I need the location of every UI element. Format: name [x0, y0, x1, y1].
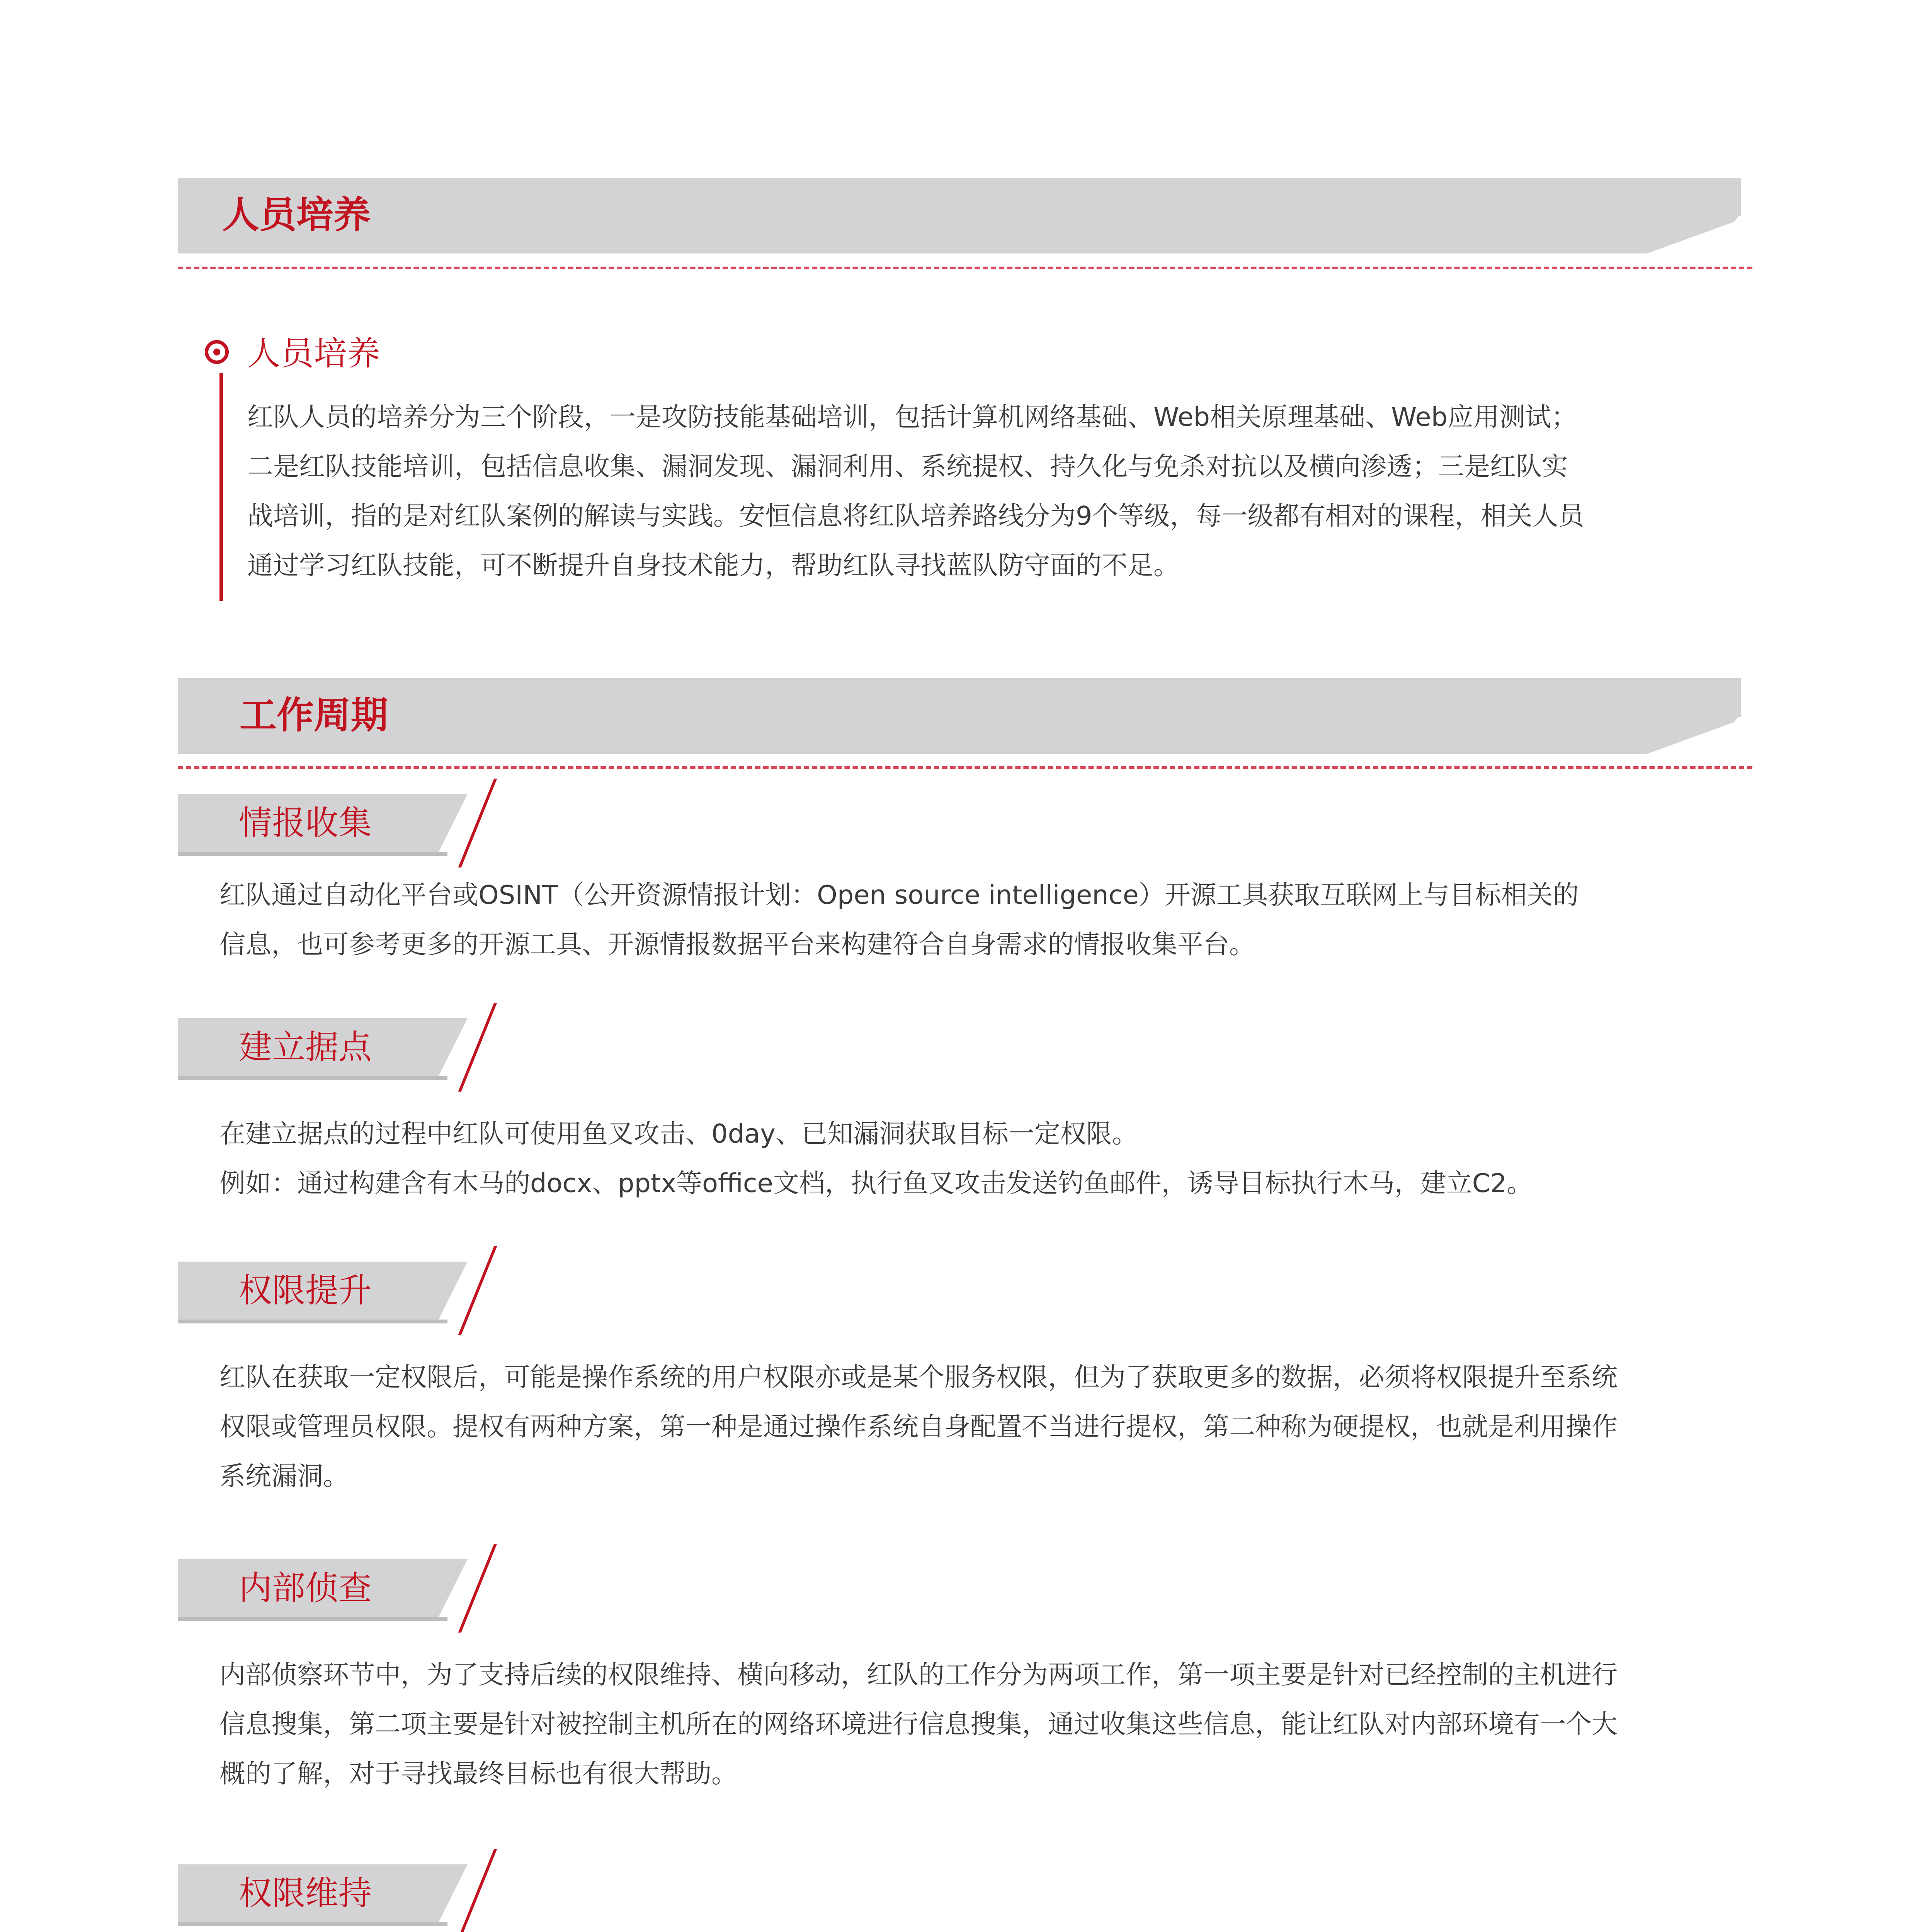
phase-label: 权限提升 [239, 1271, 372, 1310]
text-line: 战培训，指的是对红队案例的解读与实践。安恒信息将红队培养路线分为9个等级，每一级都有相对的课程，相关人员 [247, 501, 1584, 531]
text-line: 内部侦察环节中，为了支持后续的权限维持、横向移动，红队的工作分为两项工作，第一项主要是针对已经控制的主机进行 [219, 1660, 1618, 1690]
text-line: 权限或管理员权限。提权有两种方案，第一种是通过操作系统自身配置不当进行提权，第二种称为硬提权，也就是利用操作 [219, 1412, 1618, 1442]
text-line: 红队人员的培养分为三个阶段，一是攻防技能基础培训，包括计算机网络基础、Web相关原理基础、Web应用测试； [247, 402, 1577, 432]
tag-underline [178, 852, 447, 856]
text-line: 通过学习红队技能，可不断提升自身技术能力，帮助红队寻找蓝队防守面的不足。 [247, 550, 1179, 580]
text-line: 二是红队技能培训，包括信息收集、漏洞发现、漏洞利用、系统提权、持久化与免杀对抗以及横向渗透；三是红队实 [247, 451, 1568, 481]
tag-underline [178, 1922, 447, 1926]
phase-tag [178, 1262, 468, 1320]
tag-underline [178, 1320, 447, 1323]
tag-slash-decoration [458, 1544, 497, 1633]
phase-label: 建立据点 [239, 1028, 372, 1066]
target-icon [205, 340, 229, 364]
text-line: 在建立据点的过程中红队可使用鱼叉攻击、0day、已知漏洞获取目标一定权限。 [219, 1119, 1138, 1149]
training-paragraph [247, 392, 1747, 590]
text-line: 信息，也可参考更多的开源工具、开源情报数据平台来构建符合自身需求的情报收集平台。 [219, 929, 1255, 959]
phase-tag [178, 1864, 468, 1922]
tag-slash-decoration [458, 1246, 497, 1335]
section-title: 工作周期 [240, 694, 388, 737]
phase-tag [178, 1018, 468, 1076]
tag-slash-decoration [458, 1003, 497, 1092]
phase-paragraph [219, 1650, 1746, 1798]
text-line: 例如：通过构建含有木马的docx、pptx等office文档，执行鱼叉攻击发送钓鱼邮件，诱导目标执行木马，建立C2。 [219, 1168, 1533, 1198]
text-line: 红队通过自动化平台或OSINT（公开资源情报计划：Open source intelligence）开源工具获取互联网上与目标相关的 [219, 880, 1579, 910]
section-title: 人员培养 [222, 193, 371, 236]
phase-tag [178, 1559, 468, 1617]
accent-bar [219, 373, 223, 601]
tag-underline [178, 1617, 447, 1621]
text-line: 概的了解，对于寻找最终目标也有很大帮助。 [219, 1759, 737, 1789]
phase-paragraph [219, 870, 1746, 969]
text-line: 红队在获取一定权限后，可能是操作系统的用户权限亦或是某个服务权限，但为了获取更多的数据，必须将权限提升至系统 [219, 1362, 1618, 1392]
tag-underline [178, 1076, 447, 1080]
phase-tag [178, 794, 468, 852]
subsection-title: 人员培养 [247, 334, 380, 373]
tag-slash-decoration [458, 1849, 497, 1932]
phase-paragraph [219, 1109, 1746, 1208]
section-header-band [178, 678, 1741, 754]
text-line: 信息搜集，第二项主要是针对被控制主机所在的网络环境进行信息搜集，通过收集这些信息，能让红队对内部环境有一个大 [219, 1709, 1618, 1739]
phase-label: 权限维持 [239, 1874, 372, 1913]
phase-label: 情报收集 [239, 804, 372, 842]
section-header-band [178, 178, 1741, 253]
tag-slash-decoration [458, 779, 497, 867]
dashed-divider [178, 766, 1752, 769]
dashed-divider [178, 267, 1752, 269]
phase-label: 内部侦查 [239, 1569, 372, 1607]
phase-paragraph [219, 1352, 1746, 1501]
text-line: 系统漏洞。 [219, 1461, 349, 1491]
